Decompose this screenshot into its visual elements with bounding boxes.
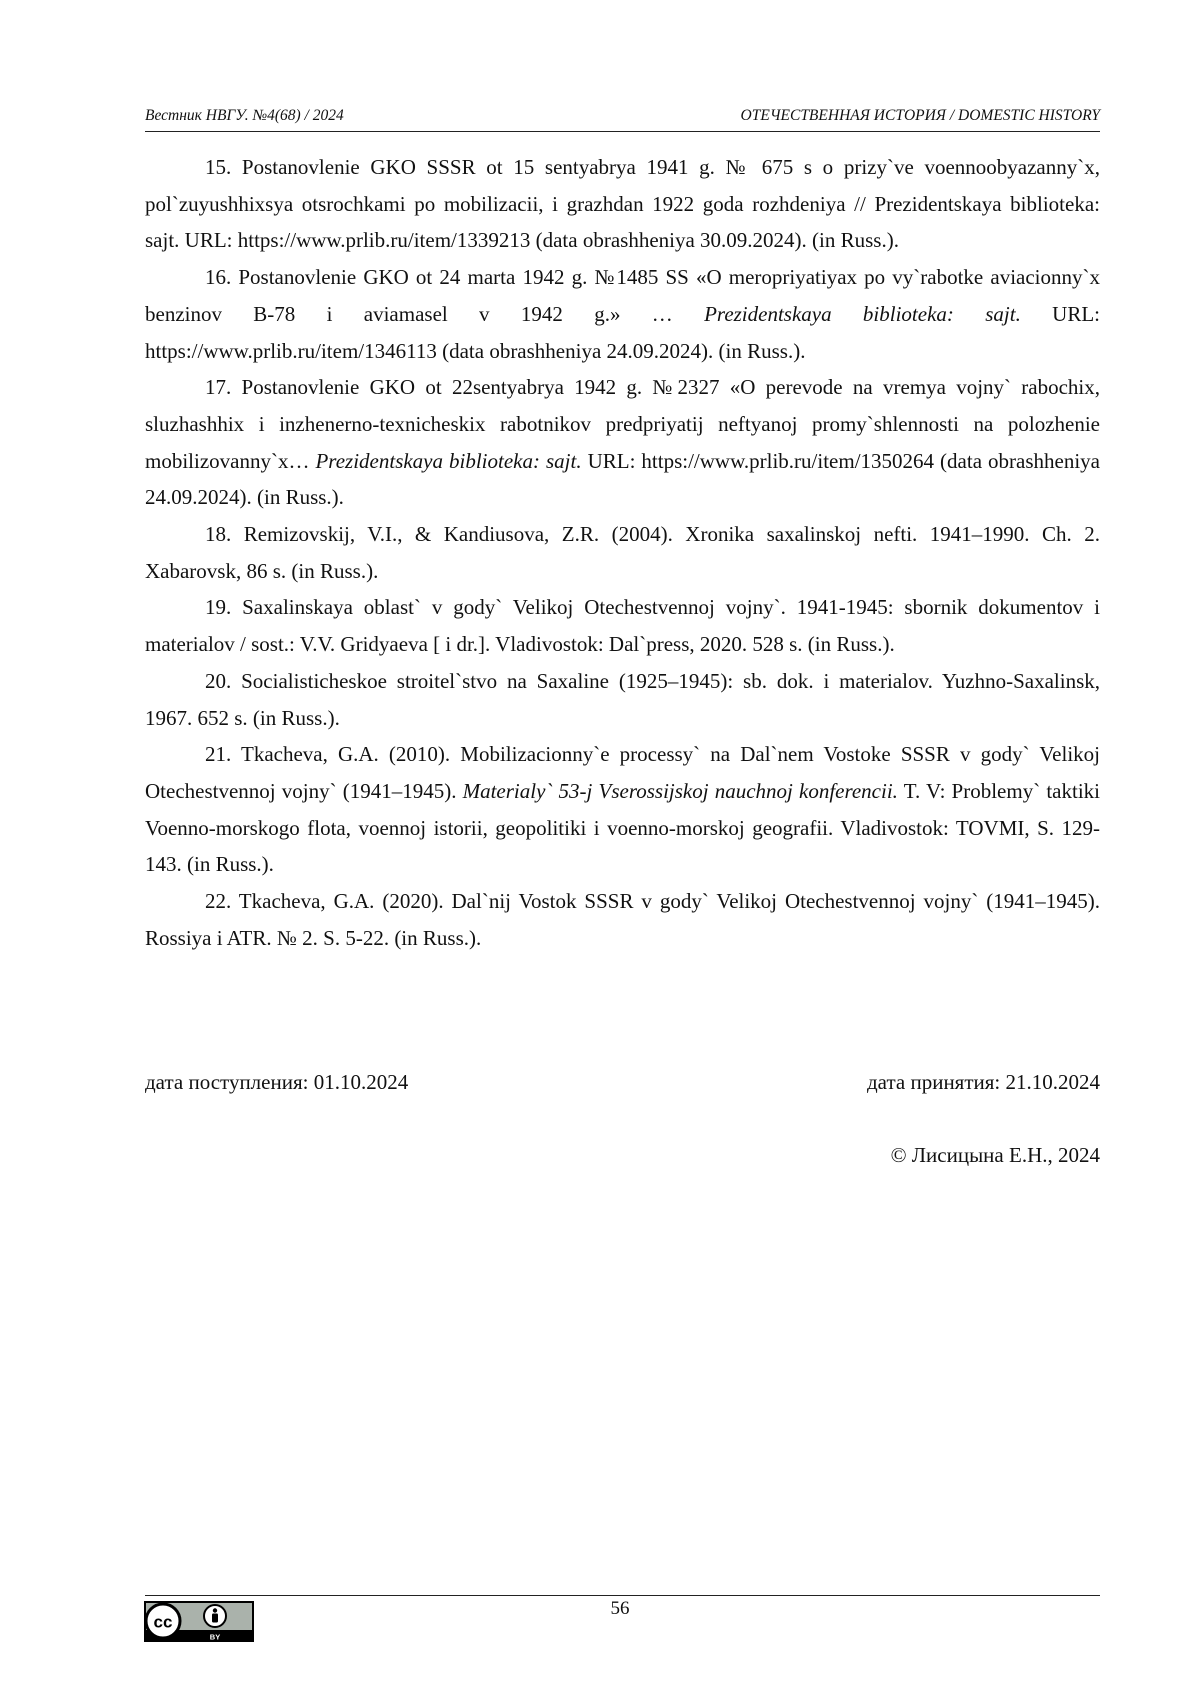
running-header — [145, 105, 1100, 132]
reference-item: 21. Tkacheva, G.A. (2010). Mobilizacionny`e processy` na Dal`nem Vostoke SSSR v gody` Velikoj Otechestvennoj vojny` (1941–1945). Materialy` 53-j Vserossijskoj nauchnoj konferencii. T. V: Problemy` taktiki Voenno-morskogo flota, voennoj istorii, geopolitiki i voenno-morskoj geografii. Vladivostok: TOVMI, S. 129-143. (in Russ.). — [145, 742, 1100, 877]
reference-item: 15. Postanovlenie GKO SSSR ot 15 sentyabrya 1941 g. № 675 s o prizy`ve voennoobyazanny`x, pol`zuyushhixsya otsrochkami po mobilizacii, i grazhdan 1922 goda rozhdeniya // Prezidentskaya biblioteka: sajt. URL: https://www.prlib.ru/item/1339213 (data obrashheniya 30.09.2024). (in Russ.). — [145, 155, 1100, 253]
reference-item: 19. Saxalinskaya oblast` v gody` Velikoj Otechestvennoj vojny`. 1941-1945: sbornik dokumentov i materialov / sost.: V.V. Gridyaeva [ i dr.]. Vladivostok: Dal`press, 2020. 528 s. (in Russ.). — [145, 595, 1100, 657]
reference-item: 22. Tkacheva, G.A. (2020). Dal`nij Vostok SSSR v gody` Velikoj Otechestvennoj vojny` (1941–1945). Rossiya i ATR. № 2. S. 5-22. (in Russ.). — [145, 889, 1100, 950]
received-date: дата поступления: 01.10.2024 — [145, 1070, 409, 1094]
by-person-icon — [204, 1605, 226, 1627]
article-dates — [145, 1064, 1100, 1100]
copyright-notice: © Лисицына Е.Н., 2024 — [890, 1143, 1100, 1167]
svg-text:cc: cc — [153, 1612, 173, 1632]
reference-list — [145, 149, 1100, 956]
reference-item: 20. Socialisticheskoe stroitel`stvo na Saxaline (1925–1945): sb. dok. i materialov. Yuzhno-Saxalinsk, 1967. 652 s. (in Russ.). — [145, 668, 1100, 730]
footer-divider — [145, 1595, 1100, 1596]
reference-item: 17. Postanovlenie GKO ot 22sentyabrya 1942 g. №2327 «O perevode na vremya vojny` rabochix, sluzhashhix i inzhenerno-texnicheskix rabotnikov predpriyatij neftyanoj promy`shlennosti na polozhenie mobilizovanny`x… Prezidentskaya biblioteka: sajt. URL: https://www.prlib.ru/item/1350264 (data obrashheniya 24.09.2024). (in Russ.). — [145, 375, 1100, 510]
badge-by-label: BY — [209, 1632, 221, 1642]
cc-by-license-badge[interactable] — [143, 1600, 255, 1643]
reference-item: 16. Postanovlenie GKO ot 24 marta 1942 g. №1485 SS «O meropriyatiyax po vy`rabotke aviacionny`x benzinov B-78 i aviamasel v 1942 g.» … Prezidentskaya biblioteka: sajt. URL: https://www.prlib.ru/item/1346113 (data obrashheniya 24.09.2024). (in Russ.). — [145, 265, 1100, 363]
accepted-date: дата принятия: 21.10.2024 — [867, 1070, 1100, 1094]
journal-title: Вестник НВГУ. №4(68) / 2024 — [145, 107, 344, 124]
reference-item: 18. Remizovskij, V.I., & Kandiusova, Z.R. (2004). Xronika saxalinskoj nefti. 1941–1990. Ch. 2. Xabarovsk, 86 s. (in Russ.). — [145, 522, 1100, 583]
page-number: 56 — [610, 1598, 630, 1619]
cc-icon — [146, 1604, 180, 1638]
section-title: ОТЕЧЕСТВЕННАЯ ИСТОРИЯ / DOMESTIC HISTORY — [740, 107, 1100, 124]
